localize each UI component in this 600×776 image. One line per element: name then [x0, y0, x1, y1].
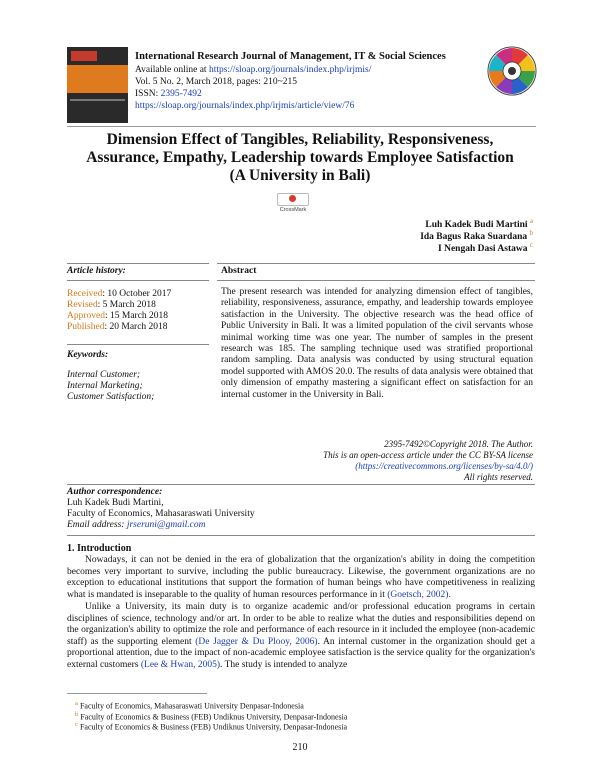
footnote-text: Faculty of Economics & Business (FEB) Undiknus University, Denpasar-Indonesia [80, 712, 348, 722]
email-link[interactable]: jrseruni@gmail.com [126, 520, 206, 530]
footnote-divider [67, 693, 207, 694]
divider [217, 280, 535, 281]
issn-line [135, 88, 202, 100]
divider [67, 263, 209, 264]
keyword-item: Internal Customer; [67, 370, 141, 380]
crossmark-badge[interactable] [277, 193, 309, 213]
author-mark: b [529, 229, 533, 237]
paper-title [60, 131, 540, 185]
article-history-heading: Article history: [67, 266, 126, 276]
title-line-3: (A University in Bali) [229, 167, 371, 184]
issn-label: ISSN: [135, 89, 161, 99]
history-date: : 20 March 2018 [104, 322, 168, 332]
abstract-text: The present research was intended for analyzing dimension effect of tangibles, reliability, responsiveness, assurance, empathy, and leadership towards employee satisfaction in the University. The objective research was the head office of Public University in Bali. It was a limited population of the civil servants whose minimal working time was one year. The number of samples in the present research was 185. The sampling technique used was stratified proportional random sampling. Data analysis was conducted by using structural equation model supported with AMOS 20.0. The results of data analysis were obtained that only dimension of empathy mastering a significant effect on satisfaction for an internal customer in the University in Bali. [221, 287, 533, 400]
abstract-heading: Abstract [221, 266, 257, 276]
citation-link[interactable]: (De Jagger & Du Plooy, 2006) [195, 636, 318, 647]
citation-link[interactable]: (Lee & Hwan, 2005) [140, 659, 221, 670]
author-3 [438, 241, 533, 254]
keyword-item: Customer Satisfaction; [67, 392, 155, 402]
author-mark: c [529, 241, 533, 249]
license-link[interactable]: (https://creativecommons.org/licenses/by-sa/4.0/) [355, 461, 533, 471]
paragraph-text: . An internal customer in the organization should get a proportional attention, due to the impact of non-academic employee satisfaction is the service quality for the organization's external customers [67, 636, 536, 670]
keyword-item: Internal Marketing; [67, 381, 143, 391]
author-name: Ida Bagus Raka Suardana [420, 232, 528, 243]
history-date: : 10 October 2017 [102, 289, 172, 299]
header-divider [67, 126, 536, 127]
author-name: I Nengah Dasi Astawa [438, 244, 528, 255]
history-label: Approved [67, 311, 105, 321]
history-label: Published [67, 322, 105, 332]
footnote-mark: a [75, 700, 78, 707]
history-approved [67, 311, 168, 322]
correspondence-name: Luh Kadek Budi Martini, [67, 498, 164, 508]
title-line-2: Assurance, Empathy, Leadership towards Employee Satisfaction [86, 149, 514, 166]
journal-logo-icon [487, 46, 537, 96]
history-revised [67, 300, 156, 311]
correspondence-heading: Author correspondence: [67, 487, 163, 497]
availability-line [135, 64, 371, 76]
footnote-text: Faculty of Economics & Business (FEB) Undiknus University, Denpasar-Indonesia [79, 722, 348, 732]
footnote-3 [75, 720, 347, 733]
divider [217, 263, 535, 264]
footnote-mark: b [75, 711, 79, 718]
availability-prefix: Available online at [135, 65, 209, 75]
journal-link[interactable]: https://sloap.org/journals/index.php/irjmis/ [208, 65, 372, 75]
journal-cover-image [67, 47, 128, 123]
footnote-text: Faculty of Economics, Mahasaraswati University Denpasar-Indonesia [79, 701, 304, 711]
email-label: Email address: [67, 520, 127, 530]
paragraph-text: . The study is intended to analyze [220, 659, 348, 670]
history-received [67, 289, 171, 300]
article-link[interactable]: https://sloap.org/journals/index.php/irjmis/article/view/76 [135, 101, 355, 111]
history-label: Received [67, 289, 103, 299]
introduction-heading: 1. Introduction [67, 543, 132, 554]
title-line-1: Dimension Effect of Tangibles, Reliability, Responsiveness, [106, 131, 494, 148]
keywords-heading: Keywords: [67, 350, 109, 360]
introduction-paragraph-1 [67, 555, 535, 601]
history-label: Revised [67, 300, 98, 310]
divider [67, 280, 209, 281]
history-date: : 5 March 2018 [97, 300, 156, 310]
correspondence-affiliation: Faculty of Economics, Mahasaraswati University [67, 509, 255, 519]
paragraph-text: Unlike a University, its main duty is to organize academic and/or professional education programs in certain disciplines of science, technology and/or art. In order to be able to realize what the duties and responsibilities depend on the organization's ability to optimize the role and performance of each resource in it included the employee (non-academic staff) as the supporting element [67, 602, 535, 647]
author-mark: a [529, 217, 533, 225]
history-date: : 15 March 2018 [105, 311, 169, 321]
crossmark-label: CrossMark [279, 207, 307, 213]
journal-title: International Research Journal of Management, IT & Social Sciences [135, 51, 446, 62]
footnote-mark: c [75, 721, 78, 728]
divider [67, 535, 535, 536]
copyright-line: 2395-7492©Copyright 2018. The Author. [384, 439, 533, 449]
introduction-paragraph-2 [67, 602, 535, 672]
volume-info: Vol. 5 No. 2, March 2018, pages: 210~215 [135, 77, 297, 87]
article-link-line [135, 100, 354, 112]
page-number: 210 [292, 742, 308, 753]
author-name: Luh Kadek Budi Martini [425, 220, 528, 231]
crossmark-icon [289, 195, 296, 202]
correspondence-email-line [67, 520, 205, 531]
rights-line: All rights reserved. [464, 472, 533, 482]
citation-link[interactable]: (Goetsch, 2002). [387, 589, 451, 600]
paragraph-text: Nowadays, it can not be denied in the era of globalization that the organization's ability in doing the competition becomes very important to survive, including the public bureaucracy. Likewise, the government organizations are no exception to educational institutions that support the formation of human beings who have competitiveness in realizing what is mandated is inseparable to the quality of human resources performance in it [67, 555, 535, 600]
divider [67, 344, 209, 345]
issn-link[interactable]: 2395-7492 [160, 89, 202, 99]
history-published [67, 322, 168, 333]
license-line: This is an open-access article under the CC BY-SA license [323, 450, 533, 460]
divider [67, 484, 535, 485]
